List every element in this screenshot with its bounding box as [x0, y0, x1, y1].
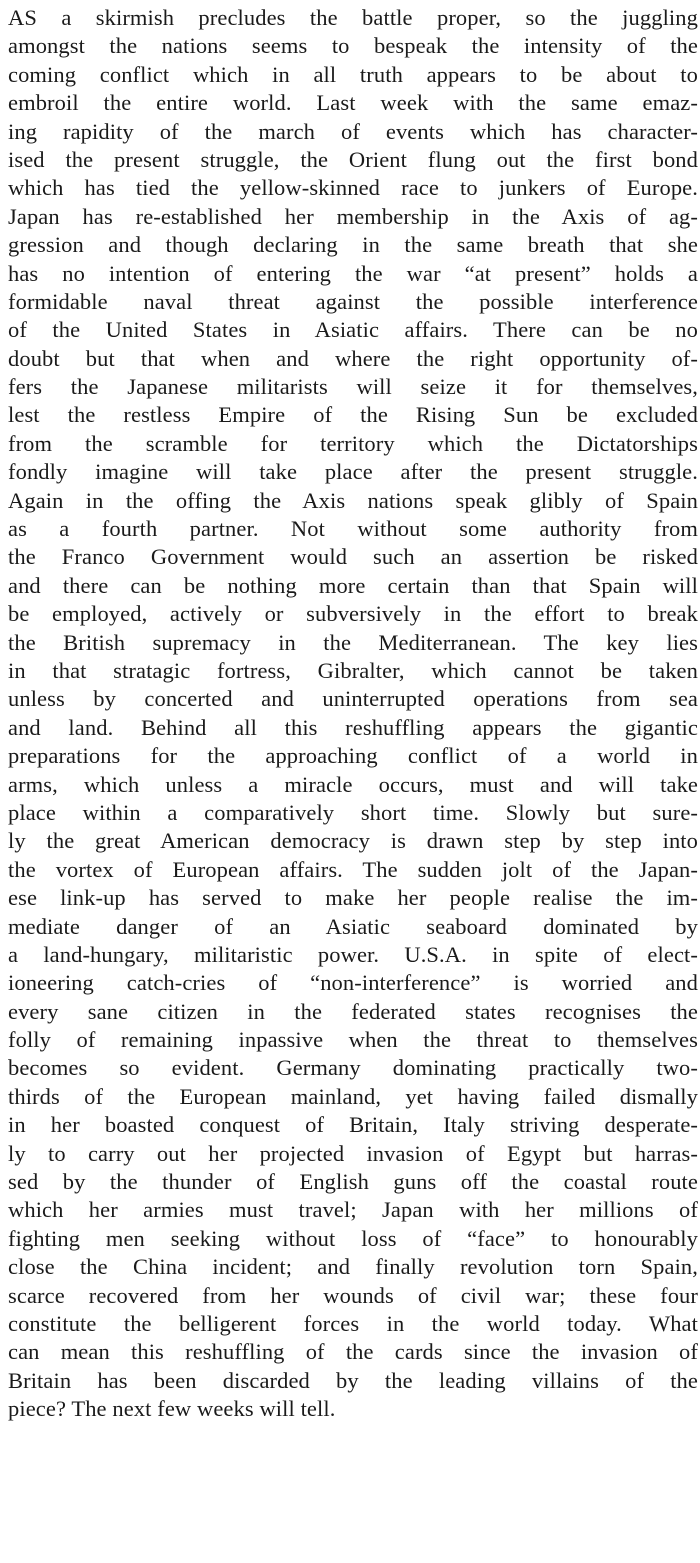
text-line: gression and though declaring in the same breath that she — [8, 232, 698, 258]
article-body — [8, 4, 698, 1424]
text-line: preparations for the approaching conflict of a world in — [8, 743, 698, 769]
text-line: ised the present struggle, the Orient flung out the first bond — [8, 146, 698, 172]
text-line: Japan has re-established her membership in the Axis of ag- — [8, 203, 698, 229]
text-line: formidable naval threat against the possible interference — [8, 288, 698, 314]
text-line: the Franco Government would such an assertion be risked — [8, 544, 698, 570]
text-line: embroil the entire world. Last week with the same emaz- — [8, 90, 698, 116]
text-line: ly the great American democracy is drawn step by step into — [8, 828, 698, 854]
text-line: constitute the belligerent forces in the world today. What — [8, 1310, 698, 1336]
text-line: fondly imagine will take place after the present struggle. — [8, 459, 698, 485]
text-line: can mean this reshuffling of the cards since the invasion of — [8, 1339, 698, 1365]
text-line: of the United States in Asiatic affairs. There can be no — [8, 317, 698, 343]
text-line: the vortex of European affairs. The sudden jolt of the Japan- — [8, 856, 698, 882]
text-line: and land. Behind all this reshuffling appears the gigantic — [8, 714, 698, 740]
text-line: piece? The next few weeks will tell. — [8, 1396, 336, 1422]
text-line: in her boasted conquest of Britain, Italy striving desperate- — [8, 1112, 698, 1138]
text-line: mediate danger of an Asiatic seaboard dominated by — [8, 913, 698, 939]
text-line: Britain has been discarded by the leading villains of the — [8, 1367, 698, 1393]
text-line: sed by the thunder of English guns off the coastal route — [8, 1169, 698, 1195]
text-line: unless by concerted and uninterrupted operations from sea — [8, 686, 698, 712]
text-line: scarce recovered from her wounds of civil war; these four — [8, 1282, 698, 1308]
text-line: and there can be nothing more certain than that Spain will — [8, 572, 698, 598]
text-line: doubt but that when and where the right opportunity of- — [8, 345, 698, 371]
text-line: arms, which unless a miracle occurs, must and will take — [8, 771, 698, 797]
text-line: in that stratagic fortress, Gibralter, which cannot be taken — [8, 657, 698, 683]
text-line: folly of remaining inpassive when the threat to themselves — [8, 1027, 698, 1053]
text-line: ing rapidity of the march of events which has character- — [8, 118, 698, 144]
text-line: fers the Japanese militarists will seize it for themselves, — [8, 374, 698, 400]
text-line: from the scramble for territory which the Dictatorships — [8, 430, 698, 456]
text-line: which has tied the yellow-skinned race to junkers of Europe. — [8, 175, 698, 201]
text-line: ese link-up has served to make her people realise the im- — [8, 885, 698, 911]
text-line: place within a comparatively short time. Slowly but sure- — [8, 799, 698, 825]
text-line: which her armies must travel; Japan with her millions of — [8, 1197, 698, 1223]
text-line: amongst the nations seems to bespeak the intensity of the — [8, 33, 698, 59]
text-line: be employed, actively or subversively in the effort to break — [8, 601, 698, 627]
text-line: ly to carry out her projected invasion of Egypt but harras- — [8, 1140, 698, 1166]
text-line: close the China incident; and finally revolution torn Spain, — [8, 1254, 698, 1280]
text-line: thirds of the European mainland, yet having failed dismally — [8, 1083, 698, 1109]
text-line: a land-hungary, militaristic power. U.S.A. in spite of elect- — [8, 941, 698, 967]
text-line: fighting men seeking without loss of “face” to honourably — [8, 1225, 698, 1251]
text-line: Again in the offing the Axis nations speak glibly of Spain — [8, 487, 698, 513]
text-line: becomes so evident. Germany dominating practically two- — [8, 1055, 698, 1081]
text-line: AS a skirmish precludes the battle proper, so the juggling — [8, 5, 698, 30]
text-line: ioneering catch-cries of “non-interference” is worried and — [8, 970, 698, 996]
text-line: as a fourth partner. Not without some authority from — [8, 516, 698, 542]
text-line: has no intention of entering the war “at present” holds a — [8, 260, 698, 286]
text-line: coming conflict which in all truth appears to be about to — [8, 61, 698, 87]
text-line: the British supremacy in the Mediterranean. The key lies — [8, 629, 698, 655]
text-line: every sane citizen in the federated states recognises the — [8, 998, 698, 1024]
text-line: lest the restless Empire of the Rising Sun be excluded — [8, 402, 698, 428]
